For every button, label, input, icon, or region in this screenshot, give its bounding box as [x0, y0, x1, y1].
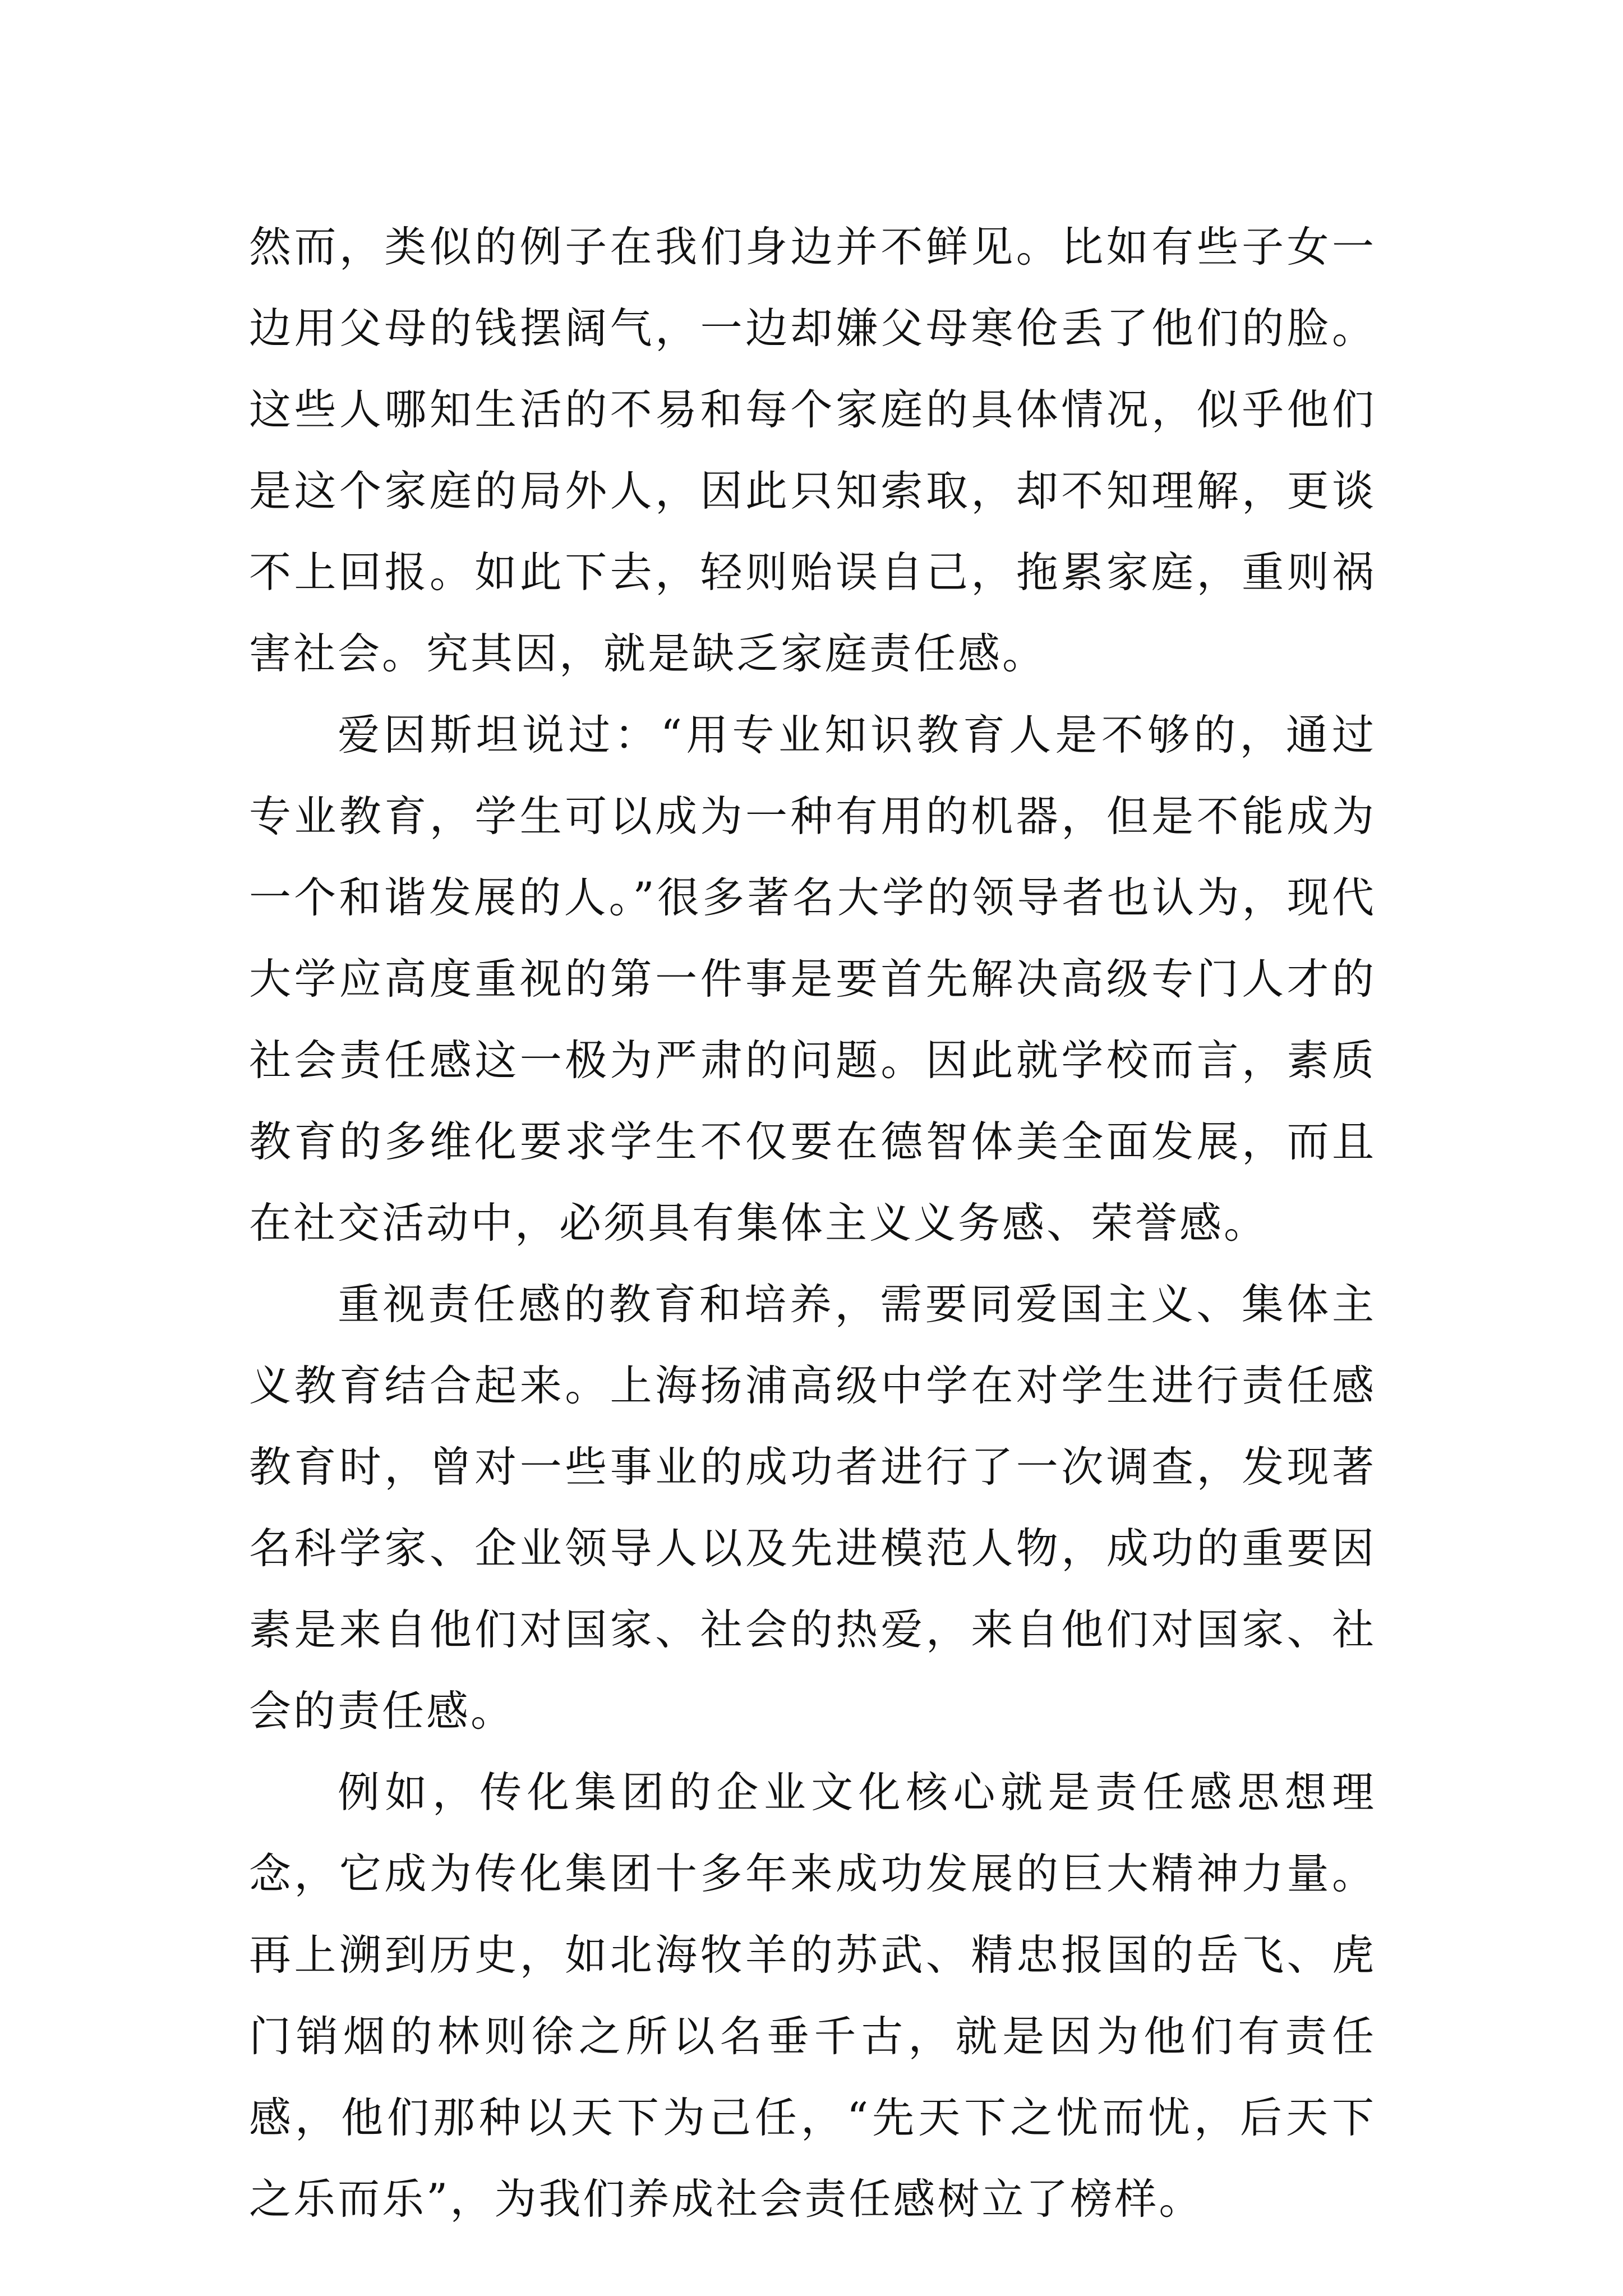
paragraph-2: 爱因斯坦说过：“用专业知识教育人是不够的，通过专业教育，学生可以成为一种有用的机器，但是不能成为一个和谐发展的人。”很多著名大学的领导者也认为，现代大学应高度重视的第一件事是要首先解决高级专门人才的社会责任感这一极为严肃的问题。因此就学校而言，素质教育的多维化要求学生不仅要在德智体美全面发展，而且在社交活动中，必须具有集体主义义务感、荣誉感。 [249, 710, 1376, 1248]
paragraph-3: 重视责任感的教育和培养，需要同爱国主义、集体主义教育结合起来。上海扬浦高级中学在对学生进行责任感教育时，曾对一些事业的成功者进行了一次调查，发现著名科学家、企业领导人以及先进模范人物，成功的重要因素是来自他们对国家、社会的热爱，来自他们对国家、社会的责任感。 [249, 1280, 1376, 1736]
paragraph-4: 例如，传化集团的企业文化核心就是责任感思想理念，它成为传化集团十多年来成功发展的巨大精神力量。再上溯到历史，如北海牧羊的苏武、精忠报国的岳飞、虎门销烟的林则徐之所以名垂千古，就是因为他们有责任感，他们那种以天下为己任，“先天下之忧而忧，后天下之乐而乐”，为我们养成社会责任感树立了榜样。 [249, 1768, 1376, 2224]
document-body [249, 206, 1376, 2240]
paragraph-1: 然而，类似的例子在我们身边并不鲜见。比如有些子女一边用父母的钱摆阔气，一边却嫌父母寒伧丢了他们的脸。这些人哪知生活的不易和每个家庭的具体情况，似乎他们是这个家庭的局外人，因此只知索取，却不知理解，更谈不上回报。如此下去，轻则贻误自己，拖累家庭，重则祸害社会。究其因，就是缺乏家庭责任感。 [249, 222, 1376, 678]
